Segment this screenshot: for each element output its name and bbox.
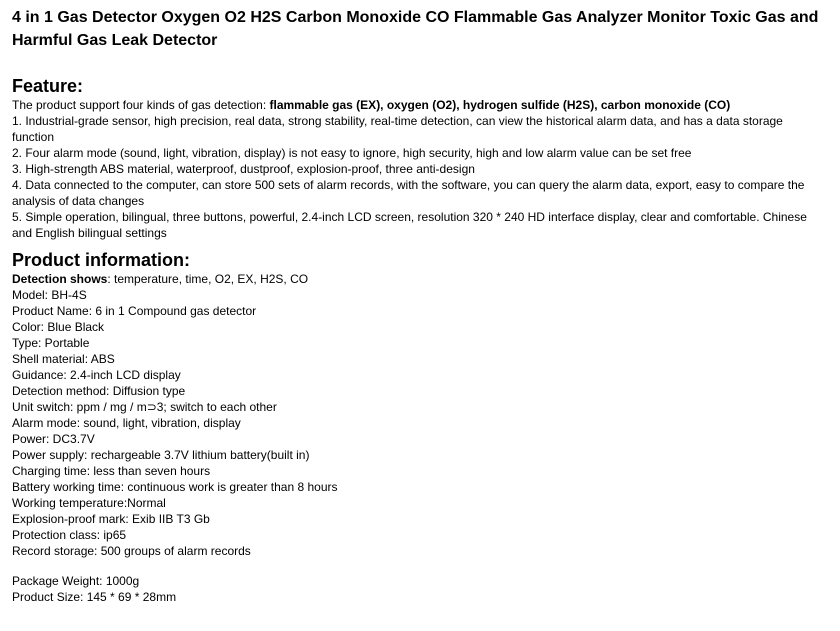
feature-section (12, 97, 828, 241)
page-title: 4 in 1 Gas Detector Oxygen O2 H2S Carbon Monoxide CO Flammable Gas Analyzer Monitor Toxic Gas and Harmful Gas Leak Detector (12, 9, 819, 49)
feature-item-2: 2. Four alarm mode (sound, light, vibration, display) is not easy to ignore, high security, high and low alarm value can be set free (12, 146, 692, 160)
spec-guidance: Guidance: 2.4-inch LCD display (12, 368, 181, 382)
spec-alarm-mode: Alarm mode: sound, light, vibration, display (12, 416, 241, 430)
spec-model: Model: BH-4S (12, 288, 87, 302)
spec-detection-shows (12, 271, 828, 287)
spec-protection-class: Protection class: ip65 (12, 528, 127, 542)
spec-unit-switch: Unit switch: ppm / mg / m⊃3; switch to each other (12, 400, 277, 414)
spec-detection-value: : temperature, time, O2, EX, H2S, CO (107, 272, 309, 286)
spec-charging-time: Charging time: less than seven hours (12, 464, 211, 478)
feature-heading: Feature: (12, 76, 84, 96)
spec-power: Power: DC3.7V (12, 432, 95, 446)
feature-intro-text: The product support four kinds of gas detection: (12, 98, 270, 112)
spec-explosion-proof: Explosion-proof mark: Exib IIB T3 Gb (12, 512, 210, 526)
product-info-section (12, 271, 828, 605)
spec-package-weight: Package Weight: 1000g (12, 574, 140, 588)
spec-product-size: Product Size: 145 * 69 * 28mm (12, 590, 177, 604)
spec-detection-method: Detection method: Diffusion type (12, 384, 186, 398)
feature-intro (12, 97, 828, 113)
spec-spacer (12, 559, 828, 573)
spec-color: Color: Blue Black (12, 320, 105, 334)
feature-item-4: 4. Data connected to the computer, can store 500 sets of alarm records, with the software, you can query the alarm data, export, easy to compare the analysis of data changes (12, 178, 805, 208)
feature-item-5: 5. Simple operation, bilingual, three buttons, powerful, 2.4-inch LCD screen, resolution 320 * 240 HD interface display, clear and comfortable. Chinese and English bilingual settings (12, 210, 807, 240)
spec-record-storage: Record storage: 500 groups of alarm records (12, 544, 251, 558)
spec-battery-time: Battery working time: continuous work is greater than 8 hours (12, 480, 338, 494)
spec-working-temperature: Working temperature:Normal (12, 496, 166, 510)
spec-product-name: Product Name: 6 in 1 Compound gas detector (12, 304, 257, 318)
product-info-heading: Product information: (12, 250, 190, 270)
spec-power-supply: Power supply: rechargeable 3.7V lithium battery(built in) (12, 448, 310, 462)
feature-item-1: 1. Industrial-grade sensor, high precision, real data, strong stability, real-time detection, can view the historical alarm data, and has a data storage function (12, 114, 783, 144)
spec-shell-material: Shell material: ABS (12, 352, 115, 366)
feature-intro-gases: flammable gas (EX), oxygen (O2), hydrogen sulfide (H2S), carbon monoxide (CO) (269, 98, 731, 112)
spec-type: Type: Portable (12, 336, 90, 350)
spec-detection-label: Detection shows (12, 272, 108, 286)
feature-item-3: 3. High-strength ABS material, waterproof, dustproof, explosion-proof, three anti-design (12, 162, 475, 176)
